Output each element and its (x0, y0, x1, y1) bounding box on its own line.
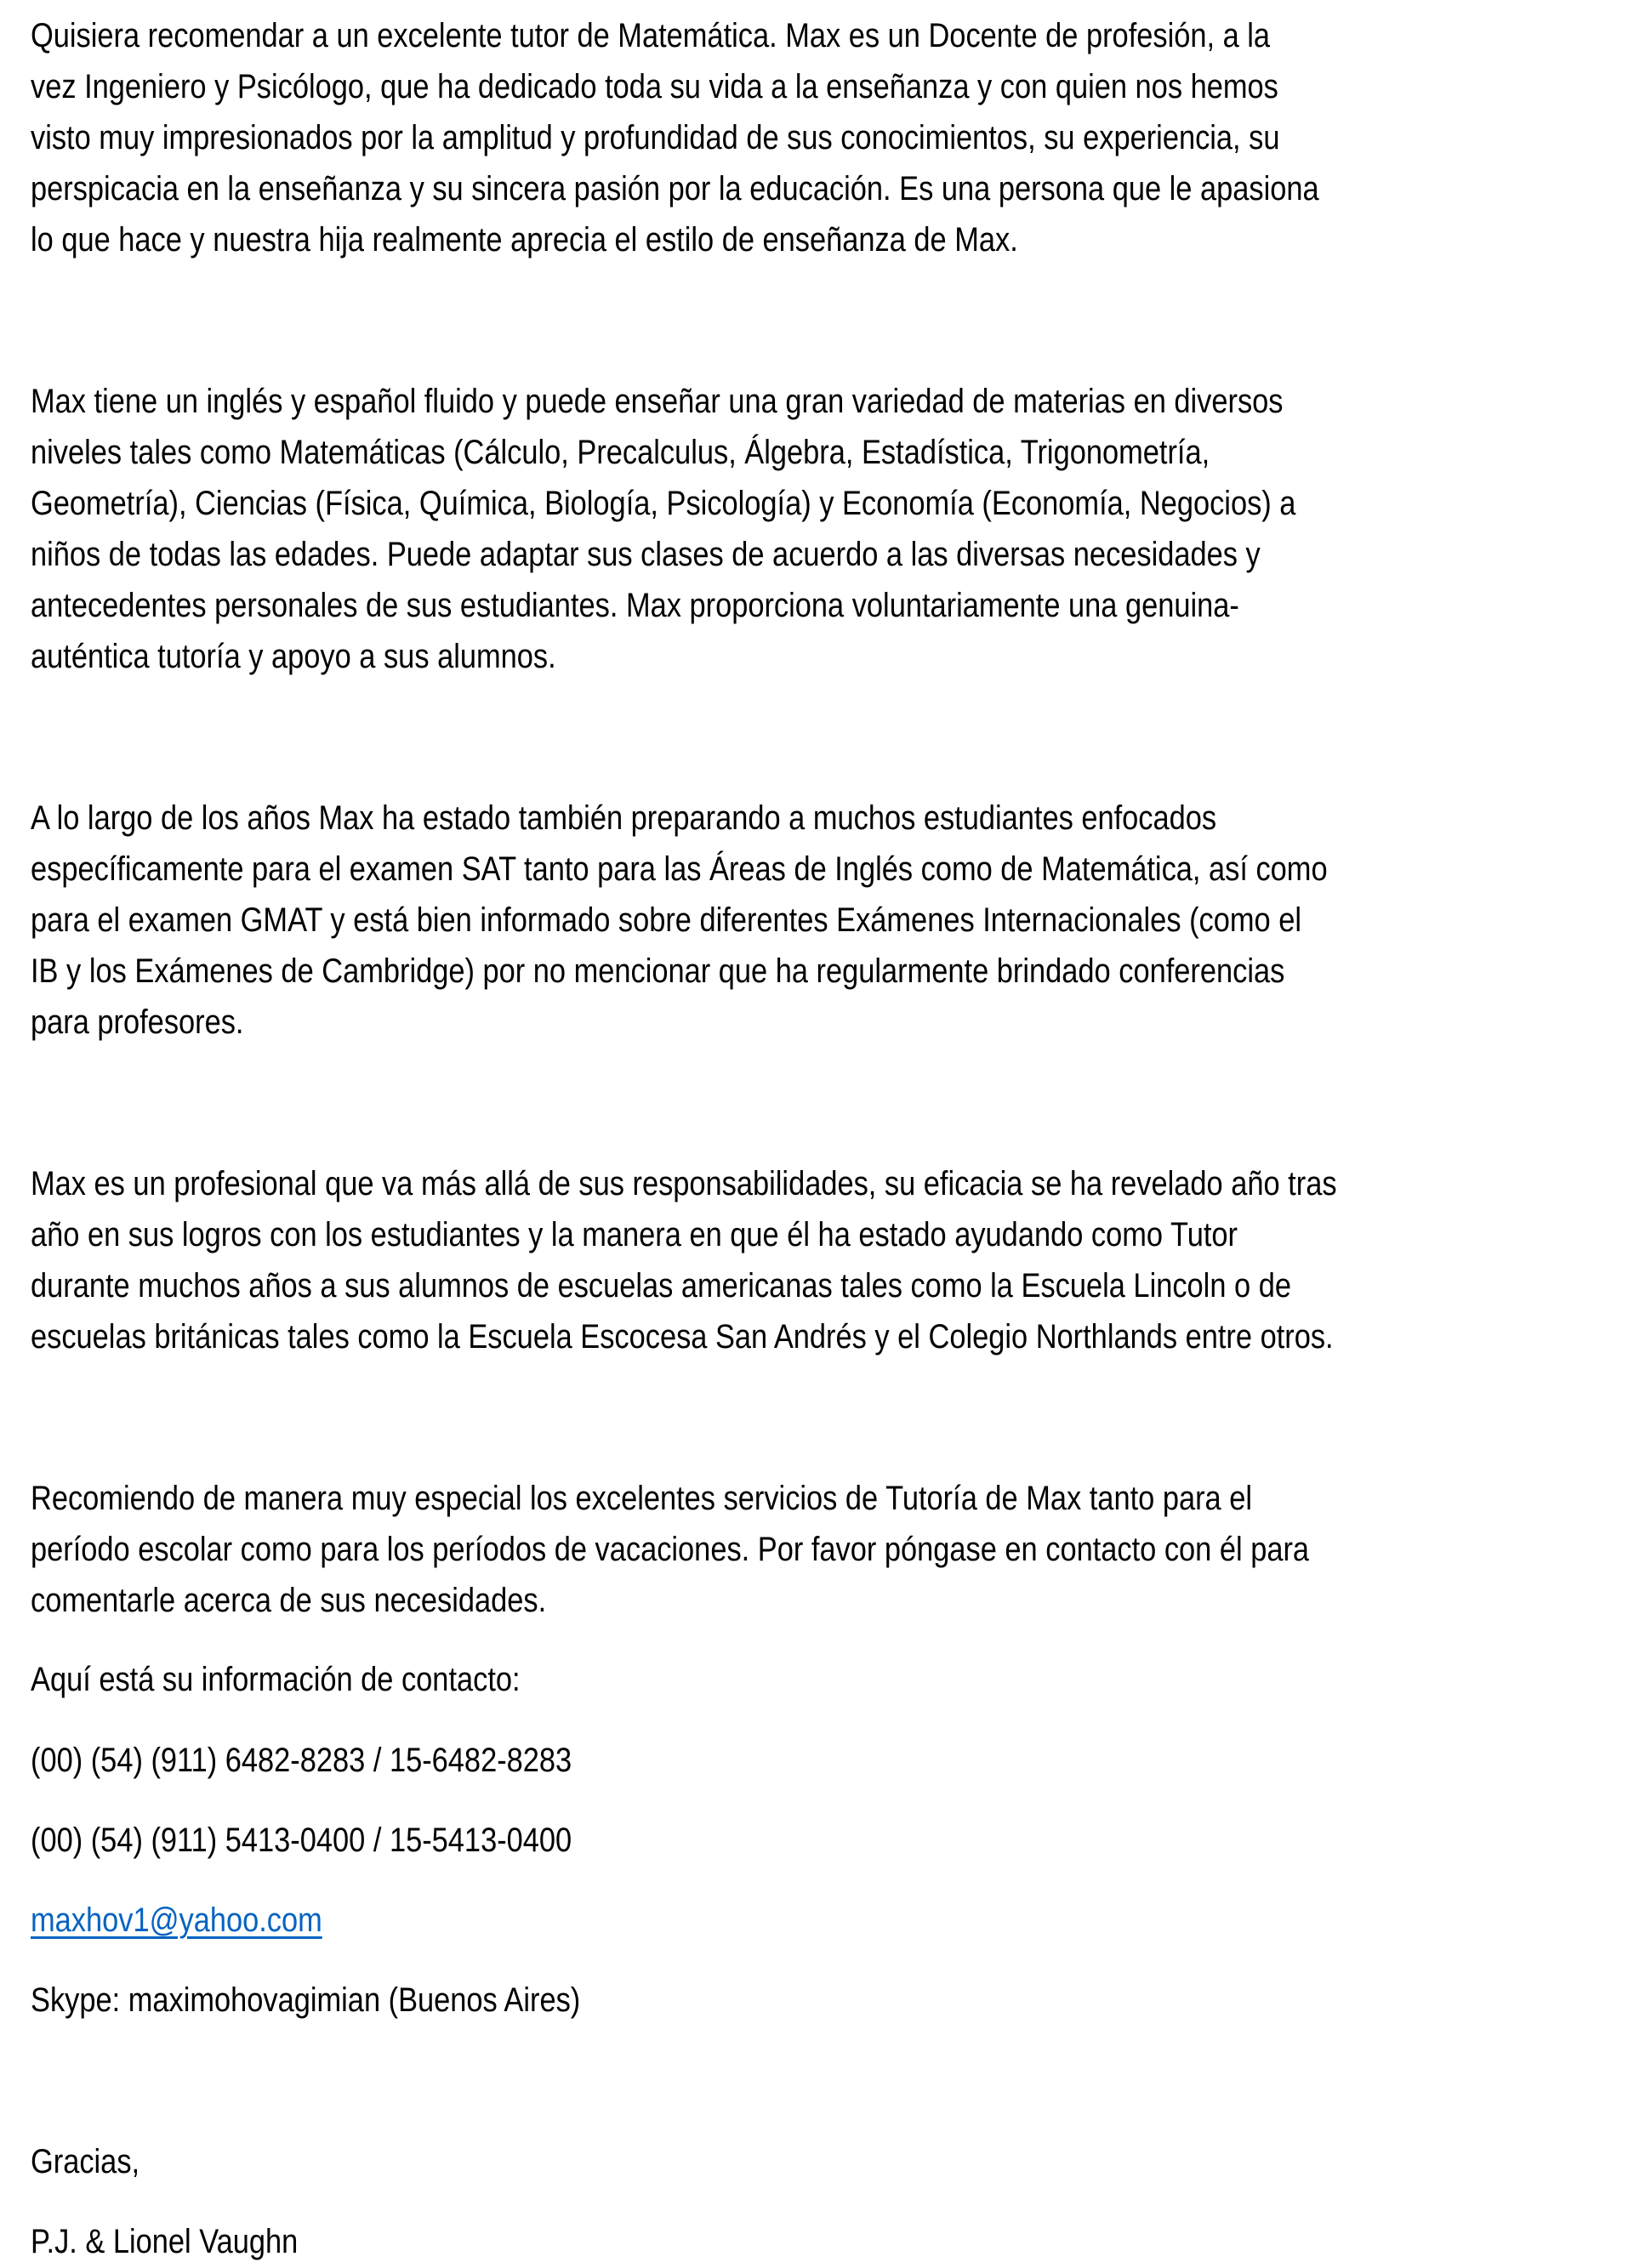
text-line: durante muchos años a sus alumnos de escuelas americanas tales como la Escuela Lincoln o de (31, 1267, 1291, 1305)
text-line: período escolar como para los períodos de vacaciones. Por favor póngase en contacto con él para (31, 1531, 1310, 1568)
paragraph-professional (31, 1158, 1550, 1362)
email-link[interactable]: maxhov1@yahoo.com (31, 1901, 322, 1939)
paragraph-introduction (31, 10, 1529, 265)
skype-text: Skype: maximohovagimian (Buenos Aires) (31, 1981, 581, 2019)
text-line: Recomiendo de manera muy especial los excelentes servicios de Tutoría de Max tanto para el (31, 1480, 1252, 1517)
paragraph-recommendation (31, 1473, 1517, 1626)
text-line: A lo largo de los años Max ha estado también preparando a muchos estudiantes enfocados (31, 799, 1217, 837)
closing (31, 2136, 157, 2187)
contact-intro-text: Aquí está su información de contacto: (31, 1661, 521, 1698)
text-line: Max tiene un inglés y español fluido y puede enseñar una gran variedad de materias en diversos (31, 383, 1284, 420)
text-line: año en sus logros con los estudiantes y la manera en que él ha estado ayudando como Tutor (31, 1216, 1238, 1253)
text-line: perspicacia en la enseñanza y su sincera pasión por la educación. Es una persona que le apasiona (31, 170, 1319, 207)
phone-number-2 (31, 1815, 660, 1866)
text-line: visto muy impresionados por la amplitud y profundidad de sus conocimientos, su experiencia, su (31, 119, 1280, 156)
text-line: escuelas británicas tales como la Escuela Escocesa San Andrés y el Colegio Northlands entre otros. (31, 1318, 1334, 1356)
phone-number-2-text: (00) (54) (911) 5413-0400 / 15-5413-0400 (31, 1822, 572, 1859)
text-line: específicamente para el examen SAT tanto para las Áreas de Inglés como de Matemática, así como (31, 850, 1328, 888)
text-line: para el examen GMAT y está bien informado sobre diferentes Exámenes Internacionales (como el (31, 901, 1301, 939)
text-line: lo que hace y nuestra hija realmente aprecia el estilo de enseñanza de Max. (31, 221, 1018, 259)
text-line: antecedentes personales de sus estudiantes. Max proporciona voluntariamente una genuina- (31, 587, 1239, 624)
email-contact (31, 1895, 370, 1946)
paragraph-exam-preparation (31, 793, 1539, 1048)
closing-text: Gracias, (31, 2143, 140, 2180)
text-line: comentarle acerca de sus necesidades. (31, 1582, 547, 1619)
phone-number-1 (31, 1735, 660, 1786)
text-line: Geometría), Ciencias (Física, Química, Biología, Psicología) y Economía (Economía, Negocios) a (31, 485, 1296, 522)
text-line: Max es un profesional que va más allá de sus responsabilidades, su eficacia se ha revelado año tras (31, 1165, 1337, 1202)
signature (31, 2216, 341, 2267)
email-line (31, 1895, 322, 1946)
text-line: IB y los Exámenes de Cambridge) por no mencionar que ha regularmente brindado conferencias (31, 952, 1285, 990)
paragraph-subjects (31, 376, 1502, 682)
text-line: Quisiera recomendar a un excelente tutor de Matemática. Max es un Docente de profesión, a la (31, 17, 1271, 54)
text-line: niños de todas las edades. Puede adaptar sus clases de acuerdo a las diversas necesidades y (31, 536, 1261, 573)
signature-text: P.J. & Lionel Vaughn (31, 2223, 299, 2260)
text-line: niveles tales como Matemáticas (Cálculo, Precalculus, Álgebra, Estadística, Trigonometría, (31, 434, 1210, 471)
contact-intro (31, 1654, 600, 1705)
phone-number-1-text: (00) (54) (911) 6482-8283 / 15-6482-8283 (31, 1742, 572, 1779)
skype-contact (31, 1975, 669, 2026)
text-line: para profesores. (31, 1003, 244, 1041)
text-line: vez Ingeniero y Psicólogo, que ha dedicado toda su vida a la enseñanza y con quien nos hemos (31, 68, 1278, 105)
text-line: auténtica tutoría y apoyo a sus alumnos. (31, 638, 556, 675)
